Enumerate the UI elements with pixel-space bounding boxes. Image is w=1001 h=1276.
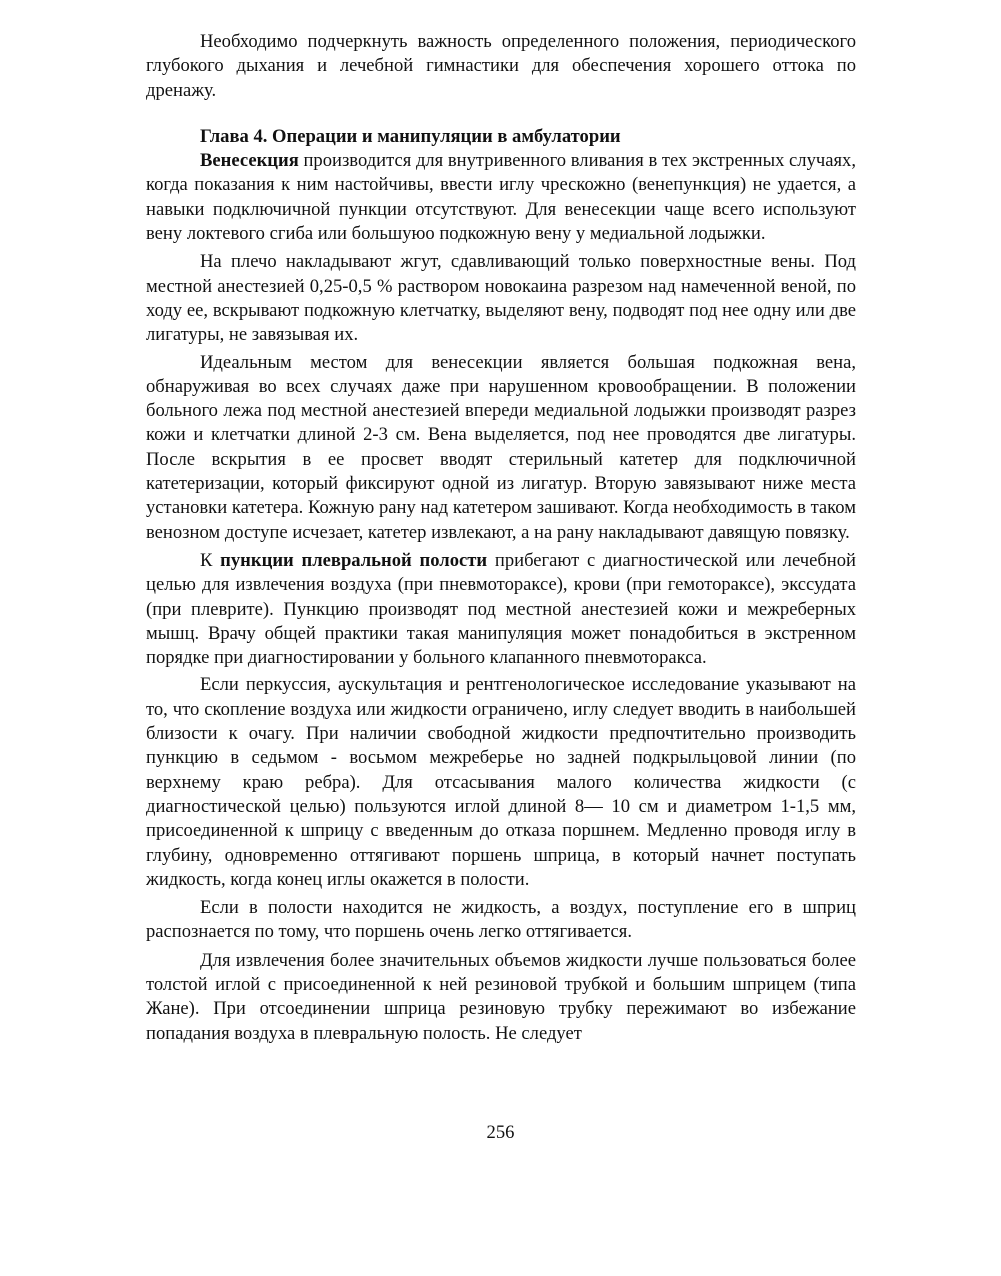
paragraph-pleural-puncture	[146, 549, 856, 670]
paragraph-tourniquet: На плечо накладывают жгут, сдавливающий только поверхностные вены. Под местной анестезией 0,25-0,5 % раствором новокаина разрезом над намеченной веной, по ходу ее, вскрывают подкожную клетчатку, выделяют вену, подводят под нее одну или две лигатуры, не завязывая их.	[146, 251, 856, 346]
paragraph-air: Если в полости находится не жидкость, а воздух, поступление его в шприц распознается по тому, что поршень очень легко оттягивается.	[146, 897, 856, 943]
paragraph-drainage: Необходимо подчеркнуть важность определенного положения, периодического глубокого дыхания и лечебной гимнастики для обеспечения хорошего оттока по дренажу.	[146, 31, 856, 101]
term-venesection: Венесекция	[200, 150, 299, 172]
paragraph-pleural-prefix: К	[200, 549, 221, 571]
page-body	[146, 30, 856, 1046]
page-number: 256	[486, 1122, 515, 1143]
paragraph-pleural-text: прибегают с диагностической или лечебной целью для извлечения воздуха (при пневмотораксе), крови (при гемотораксе), экссудата (при плеврите). Пункцию производят под местной анестезией кожи и межреберных мышц. Врачу общей практики такая манипуляция может понадобиться в экстренном порядке при диагностировании у больного клапанного пневмоторакса.	[146, 549, 856, 669]
chapter-title: Глава 4. Операции и манипуляции в амбулатории	[200, 125, 621, 147]
paragraph-venesection	[146, 149, 856, 246]
paragraph-large-volumes: Для извлечения более значительных объемов жидкости лучше пользоваться более толстой иглой с присоединенной к ней резиновой трубкой и большим шприцем (типа Жане). При отсоединении шприца резиновую трубку пережимают во избежание попадания воздуха в плевральную полость. Не следует	[146, 949, 856, 1044]
term-pleural-puncture: пункции плевральной полости	[220, 549, 488, 571]
paragraph-venesection-text: производится для внутривенного вливания в тех экстренных случаях, когда показания к ним настойчивы, ввести иглу чрескожно (венепункция) не удается, а навыки подключичной пункции отсутствуют. Для венесекции чаще всего используют вену локтевого сгиба или большуюо подкожную вену у медиальной лодыжки.	[146, 150, 856, 245]
paragraph-ideal-site: Идеальным местом для венесекции является большая подкожная вена, обнаруживая во всех случаях даже при нарушенном кровообращении. В положении больного лежа под местной анестезией впереди медиальной лодыжки производят разрез кожи и клетчатки длиной 2-3 см. Вена выделяется, под нее проводятся две лигатуры. После вскрытия в ее просвет вводят стерильный катетер для подключичной катетеризации, который фиксируют одной из лигатур. Вторую завязывают ниже места установки катетера. Кожную рану над катетером зашивают. Когда необходимость в таком венозном доступе исчезает, катетер извлекают, а на рану накладывают давящую повязку.	[146, 351, 856, 543]
paragraph-percussion: Если перкуссия, аускультация и рентгенологическое исследование указывают на то, что скопление воздуха или жидкости ограничено, иглу следует вводить в наибольшей близости к очагу. При наличии свободной жидкости предпочтительно производить пункцию в седьмом - восьмом межреберье но задней подкрыльцовой линии (по верхнему краю ребра). Для отсасывания малого количества жидкости (с диагностической целью) пользуются иглой длиной 8— 10 см и диаметром 1-1,5 мм, присоединенной к шприцу с введенным до отказа поршнем. Медленно проводя иглу в глубину, одновременно оттягивают поршень шприца, в который начнет поступать жидкость, когда конец иглы окажется в полости.	[146, 674, 856, 890]
